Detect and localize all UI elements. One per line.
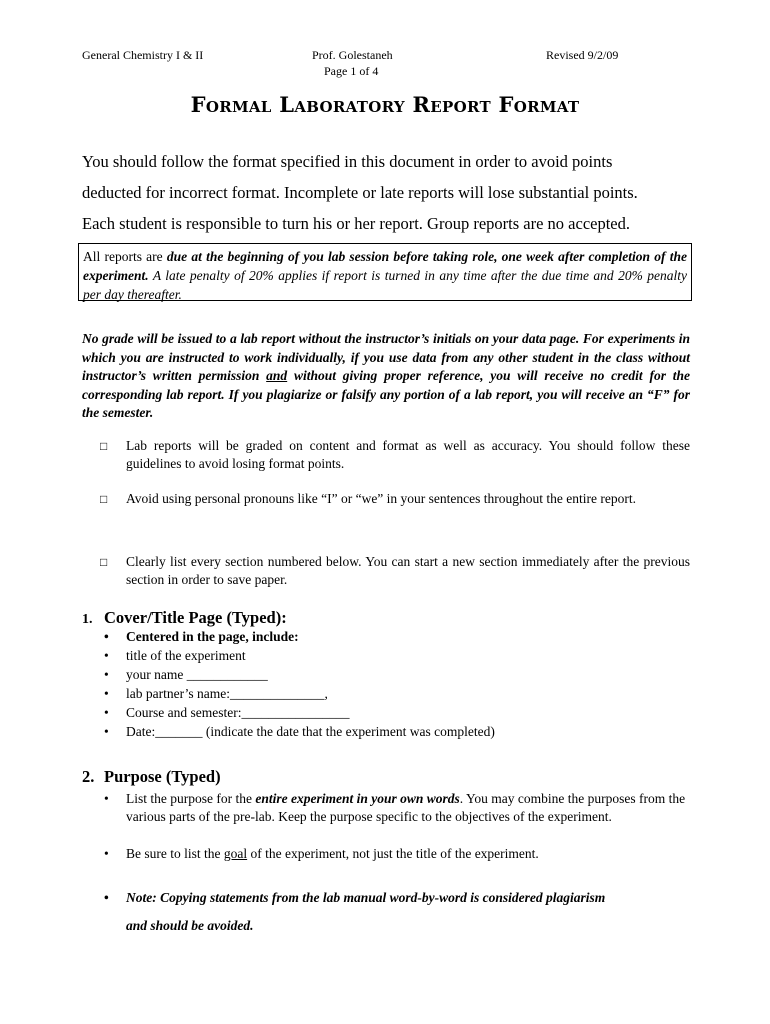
bullet-icon: • — [104, 667, 109, 682]
bullet-icon: • — [104, 648, 109, 663]
warning-and: and — [266, 368, 288, 383]
list-item — [82, 723, 690, 741]
page-title: Formal Laboratory Report Format — [190, 92, 580, 117]
section-1-title: Cover/Title Page (Typed): — [104, 608, 287, 627]
rule-item — [82, 437, 690, 473]
header-revised: Revised 9/2/09 — [546, 48, 619, 62]
intro-line-1: You should follow the format specified in this document in order to avoid points — [82, 152, 613, 171]
list-item-text: Date:_______ (indicate the date that the experiment was completed) — [126, 724, 495, 739]
plagiarism-note-continued — [82, 917, 690, 935]
bullet-icon: • — [104, 890, 109, 905]
list-item — [82, 845, 690, 863]
section-1-heading — [82, 608, 287, 628]
rule-text: Lab reports will be graded on content and format as well as accuracy. You should follow these guidelines to avoid losing format points. — [126, 438, 690, 471]
header-page-number: Page 1 of 4 — [324, 64, 379, 78]
section-2-heading — [82, 767, 221, 787]
list-item — [82, 790, 690, 826]
rule-item — [82, 553, 690, 589]
list-item — [82, 704, 690, 722]
due-notice-lead: All reports are — [83, 249, 167, 264]
rule-text: Avoid using personal pronouns like “I” or “we” in your sentences throughout the entire report. — [126, 491, 636, 506]
warning-part-2: without giving proper reference, you will receive no credit for the corresponding lab report. If you plagiarize or falsify any portion of a lab report, you will receive an “F” for the semester. — [82, 368, 690, 420]
list-item-text: your name ____________ — [126, 667, 268, 682]
goal-item-text: of the experiment, not just the title of the experiment. — [247, 846, 539, 861]
bullet-icon: • — [104, 686, 109, 701]
list-item-text: lab partner’s name:______________, — [126, 686, 328, 701]
note-line-2: and should be avoided. — [126, 918, 254, 933]
due-notice-penalty: A late penalty of 20% applies if report is turned in any time after the due time and 20% penalty per day thereafter. — [83, 268, 687, 302]
purpose-emphasis: entire experiment in your own words — [255, 791, 460, 806]
bullet-icon: • — [104, 791, 109, 806]
note-line-1: Note: Copying statements from the lab manual word-by-word is considered plagiarism — [126, 890, 606, 905]
section-2-title: Purpose (Typed) — [104, 767, 221, 786]
bullet-icon: • — [104, 705, 109, 720]
grading-warning — [82, 330, 690, 423]
list-item — [82, 628, 690, 646]
list-item-text: Centered in the page, include: — [126, 629, 299, 644]
bullet-icon: • — [104, 629, 109, 644]
list-item — [82, 685, 690, 703]
list-item-text: title of the experiment — [126, 648, 246, 663]
list-item-text: Course and semester:________________ — [126, 705, 350, 720]
bullet-icon: • — [104, 724, 109, 739]
goal-underlined: goal — [223, 846, 248, 861]
due-notice-deadline: due at the beginning of you lab session before taking role, one week after completion of the experiment. — [83, 249, 687, 283]
section-1-number: 1. — [82, 612, 93, 627]
purpose-item-text: List the purpose for the — [126, 791, 256, 806]
goal-item-text: Be sure to list the — [126, 846, 224, 861]
intro-line-3: Each student is responsible to turn his or her report. Group reports are no accepted. — [82, 214, 630, 233]
header-author: Prof. Golestaneh — [312, 48, 393, 62]
checkbox-icon: □ — [100, 492, 108, 506]
list-item — [82, 666, 690, 684]
checkbox-icon: □ — [100, 439, 108, 453]
due-notice-box — [78, 243, 692, 301]
rule-item — [82, 490, 690, 508]
rule-text: Clearly list every section numbered below. You can start a new section immediately after the previous section in order to save paper. — [126, 554, 690, 587]
checkbox-icon: □ — [100, 555, 108, 569]
purpose-item-text: . You may combine the purposes from the various parts of the pre-lab. Keep the purpose specific to the objectives of the experiment. — [126, 791, 686, 824]
bullet-icon: • — [104, 846, 109, 861]
warning-part-1: No grade will be issued to a lab report without the instructor’s initials on your data page — [82, 331, 576, 346]
intro-line-2: deducted for incorrect format. Incomplete or late reports will lose substantial points. — [82, 183, 638, 202]
section-2-number: 2. — [82, 767, 95, 786]
header-course: General Chemistry I & II — [82, 48, 204, 62]
warning-part-1-end: . For experiments in which you are instructed to work individually, if you use data from any other student in the class without instructor’s written permission — [82, 331, 690, 383]
plagiarism-note — [82, 889, 690, 907]
list-item — [82, 647, 690, 665]
